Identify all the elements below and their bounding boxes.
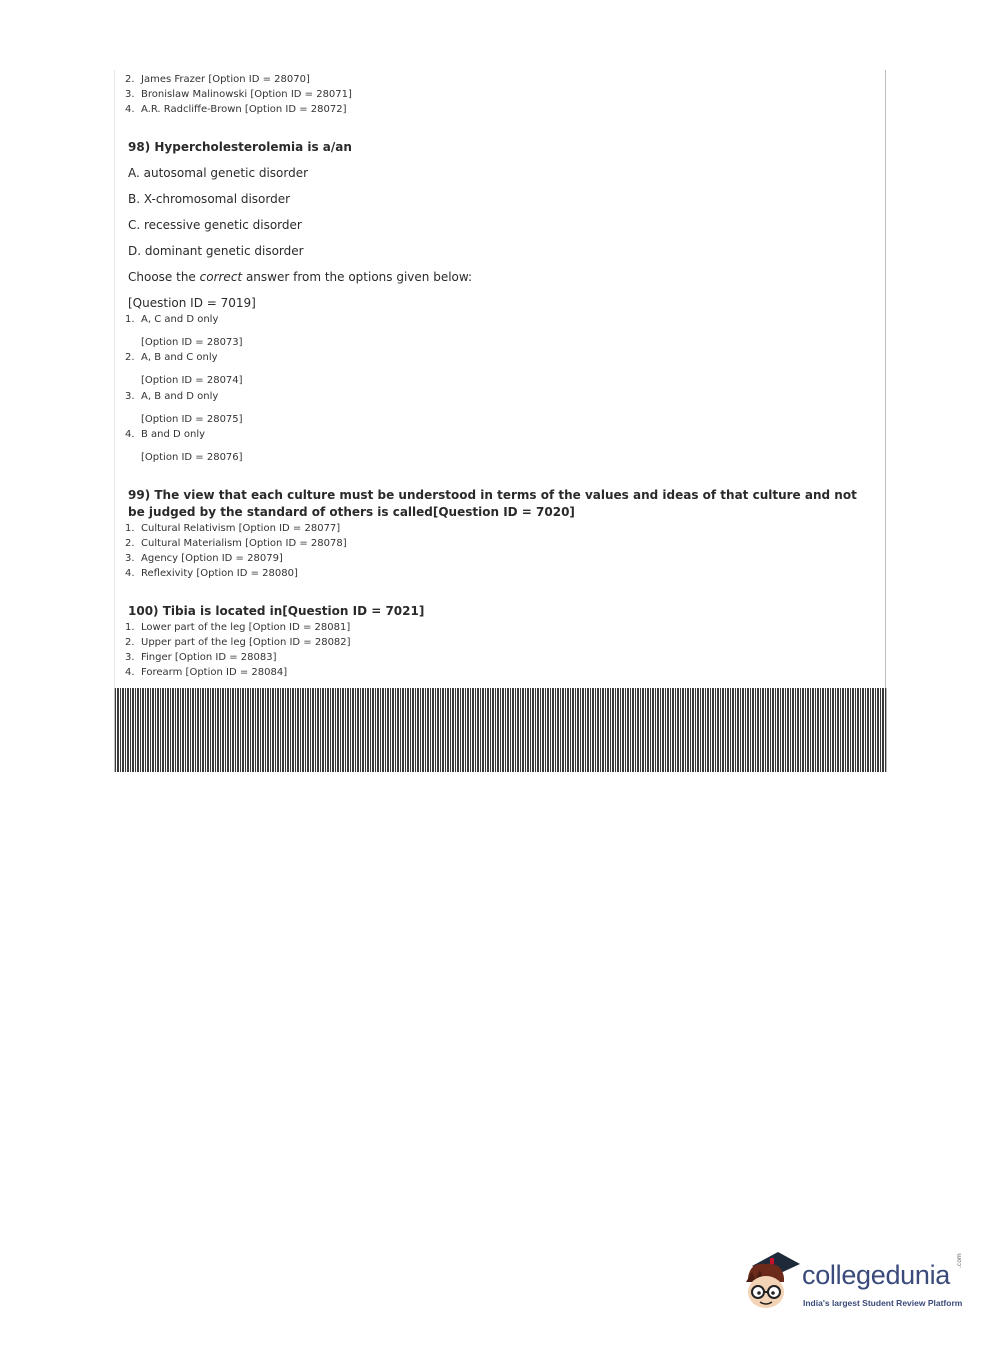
- mascot-icon: [742, 1248, 802, 1320]
- option-item: 1. Lower part of the leg [Option ID = 28081]: [125, 622, 351, 633]
- option-id: [Option ID = 28074]: [141, 375, 243, 386]
- option-id: [Option ID = 28076]: [141, 452, 243, 463]
- statement-c: C. recessive genetic disorder: [128, 218, 302, 232]
- option-item: 4. Reflexivity [Option ID = 28080]: [125, 568, 298, 579]
- option-item: 4. A.R. Radcliffe-Brown [Option ID = 28072]: [125, 104, 347, 115]
- option-id: [Option ID = 28073]: [141, 337, 243, 348]
- question-98-title: 98) Hypercholesterolemia is a/an: [128, 140, 352, 154]
- option-item: 4. Forearm [Option ID = 28084]: [125, 667, 288, 678]
- statement-b: B. X-chromosomal disorder: [128, 192, 291, 206]
- statement-d: D. dominant genetic disorder: [128, 244, 304, 258]
- option-item: 2. A, B and C only: [125, 352, 218, 363]
- option-item: 4. B and D only: [125, 429, 206, 440]
- question-100-title: 100) Tibia is located in[Question ID = 7021]: [128, 604, 425, 618]
- instruction: Choose the correct answer from the options given below:: [128, 270, 473, 284]
- option-item: 1. A, C and D only: [125, 314, 219, 325]
- logo-tagline: India's largest Student Review Platform: [803, 1298, 963, 1308]
- option-item: 2. Cultural Materialism [Option ID = 28078]: [125, 538, 347, 549]
- question-id: [Question ID = 7019]: [128, 296, 256, 310]
- option-item: 3. Bronislaw Malinowski [Option ID = 28071]: [125, 89, 352, 100]
- option-id: [Option ID = 28075]: [141, 414, 243, 425]
- logo-wordmark: collegedunia: [802, 1260, 951, 1290]
- statement-a: A. autosomal genetic disorder: [128, 166, 309, 180]
- collegedunia-logo[interactable]: [742, 1248, 972, 1320]
- option-item: 3. Agency [Option ID = 28079]: [125, 553, 283, 564]
- option-item: 3. Finger [Option ID = 28083]: [125, 652, 277, 663]
- option-item: 2. Upper part of the leg [Option ID = 28082]: [125, 637, 351, 648]
- question-99-title: 99) The view that each culture must be understood in terms of the values and ideas of that culture and not be judged by the standard of others is called[Question ID = 7020]: [128, 488, 857, 519]
- barcode-strip: [114, 688, 887, 772]
- option-item: 1. Cultural Relativism [Option ID = 28077]: [125, 523, 341, 534]
- option-item: 2. James Frazer [Option ID = 28070]: [125, 74, 310, 85]
- option-item: 3. A, B and D only: [125, 391, 219, 402]
- logo-com: .com: [956, 1253, 963, 1268]
